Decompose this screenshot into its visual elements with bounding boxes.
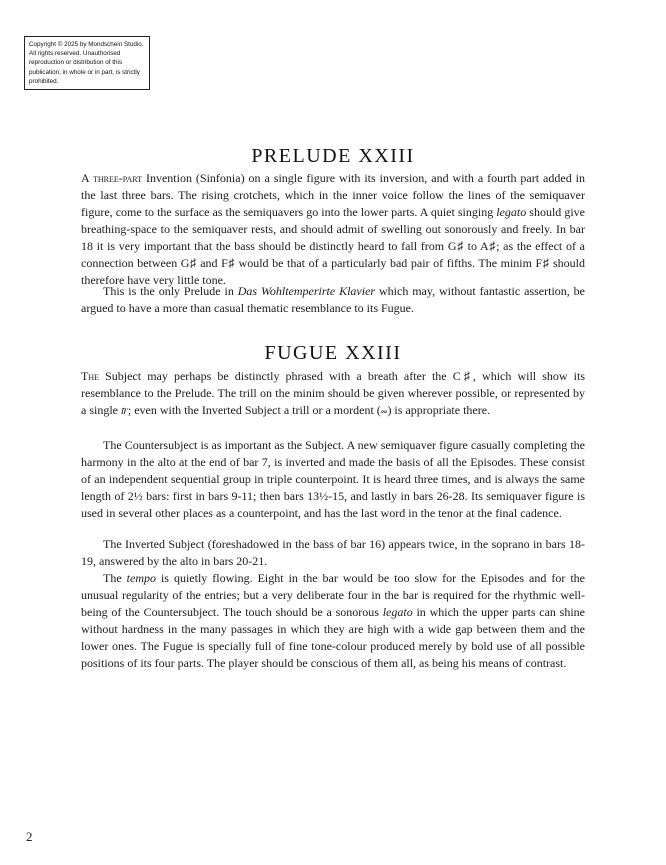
fugue-p4-em2: legato: [382, 605, 413, 619]
fugue-paragraph-2: The Countersubject is as important as the Subject. A new semiquaver figure casually completing the harmony in the alto at the end of bar 7, is inverted and made the basis of all the Episodes. These consist of an independent sequential group in triple counterpoint. It is heard three times, and is always the same length of 2½ bars: first in bars 9-11; then bars 13½-15, and lastly in bars 26-28. Its semiquaver figure is used in several other places as a counterpoint, and has the last word in the tenor at the final cadence.: [81, 438, 585, 520]
page-number: 2: [26, 829, 33, 844]
prelude-p1-em: legato: [496, 205, 527, 219]
prelude-p2-text: This is the only Prelude in: [103, 284, 238, 298]
prelude-p1-text2: should give breathing-space to the semiquaver rests, and should admit of swelling out sonorously and freely. In bar 18 it is very important that the bass should be distinctly heard to fall from G♯ to A♯; as the effect of a connection between G♯ and F♯ would be that of a particularly bad pair of fifths. The minim F♯ should therefore have very little tone.: [81, 205, 585, 287]
fugue-paragraph-1: [81, 368, 585, 419]
prelude-p2-em: Das Wohltemperirte Klavier: [237, 284, 376, 298]
fugue-title: FUGUE XXIII: [264, 342, 402, 364]
fugue-paragraph-3: The Inverted Subject (foreshadowed in the bass of bar 16) appears twice, in the soprano in bars 18-19, answered by the alto in bars 20-21.: [81, 537, 585, 568]
prelude-paragraph-1: [81, 170, 585, 289]
fugue-paragraph-4: [81, 570, 585, 672]
prelude-lead-word: A three-part: [81, 171, 142, 185]
trill-symbol: 𝆖: [121, 403, 128, 417]
fugue-lead-word: The: [81, 369, 99, 383]
fugue-p1-text3: ) is appropriate there.: [387, 403, 491, 417]
fugue-p4-em1: tempo: [126, 571, 156, 585]
fugue-p4-text3: in which the upper parts can shine without hardness in the many passages in which they are high with a wide gap between them and the lower ones. The Fugue is specially full of fine tone-colour produced merely by bold use of all possible positions of its four parts. The player should be conscious of them all, as being his means of contrast.: [81, 605, 586, 670]
prelude-paragraph-2: [81, 283, 585, 317]
fugue-p4-text2: is quietly flowing. Eight in the bar would be too slow for the Episodes and for the unusual regularity of the entries; but a very deliberate four in the bar is required for the rhythmic well-being of the Countersubject. The touch should be a sonorous: [81, 571, 586, 619]
fugue-p1-text: Subject may perhaps be distinctly phrased with a breath after the C♯, which will show its resemblance to the Prelude. The trill on the minim should be given wherever possible, or represented by a single: [81, 369, 585, 417]
prelude-title: PRELUDE XXIII: [251, 145, 415, 167]
mordent-symbol: 𝆗: [380, 403, 388, 417]
fugue-p4-text: The: [103, 571, 127, 585]
fugue-p1-text2: ; even with the Inverted Subject a trill or a mordent (: [127, 403, 381, 417]
prelude-p1-text: Invention (Sinfonia) on a single figure with its inversion, and with a fourth part added in the last three bars. The rising crotchets, which in the inner voice follow the lines of the semiquaver figure, come to the surface as the semiquavers go into the lower parts. A quiet singing: [81, 171, 586, 219]
prelude-p2-text2: which may, without fantastic assertion, be argued to have a more than casual thematic resemblance to its Fugue.: [81, 284, 586, 315]
copyright-notice: Copyright © 2025 by Mondschein Studio. All rights reserved. Unauthorised reproduction or distribution of this publication, in whole or in part, is strictly prohibited.: [24, 36, 150, 90]
